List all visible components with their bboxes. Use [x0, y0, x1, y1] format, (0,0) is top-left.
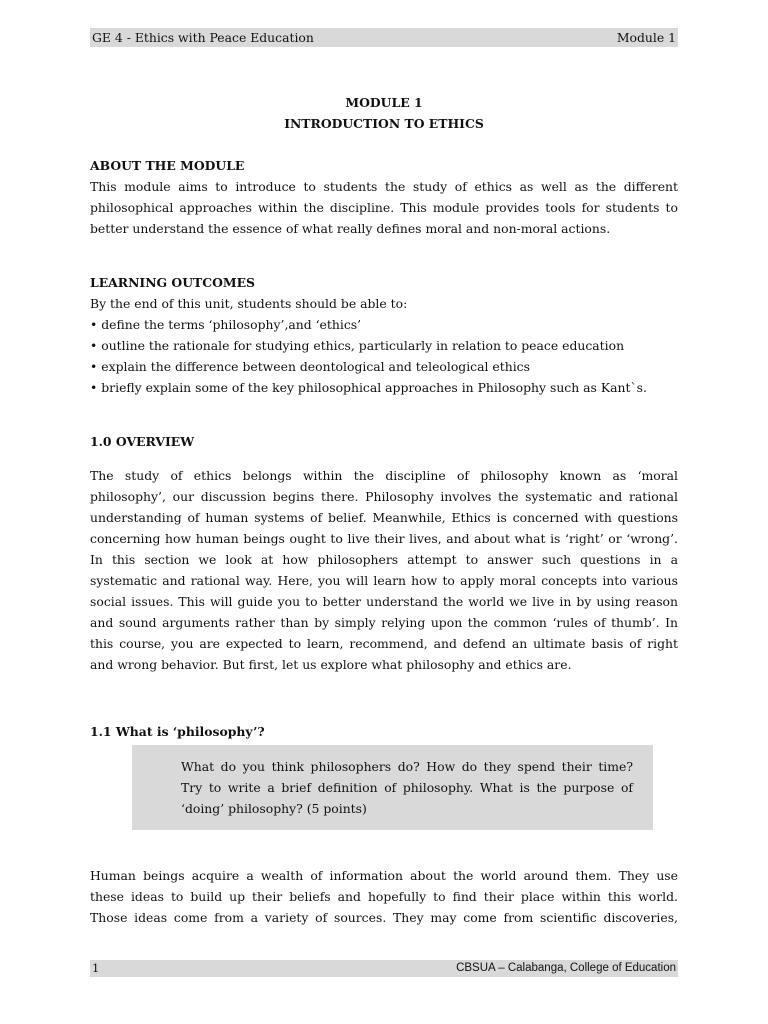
activity-line: ‘doing’ philosophy? (5 points): [181, 801, 367, 816]
about-heading: ABOUT THE MODULE: [90, 158, 245, 173]
institution-label: CBSUA – Calabanga, College of Education: [456, 962, 676, 974]
overview-line: systematic and rational way. Here, you will learn how to apply moral concepts into various: [90, 573, 678, 588]
overview-line: understanding of human systems of belief. Meanwhile, Ethics is concerned with questions: [90, 510, 678, 525]
page-footer: [90, 960, 678, 977]
body-paragraph: [90, 865, 678, 928]
about-line: better understand the essence of what really defines moral and non-moral actions.: [90, 221, 611, 236]
overview-line: The study of ethics belongs within the discipline of philosophy known as ‘moral: [90, 468, 678, 483]
overview-line: social issues. This will guide you to better understand the world we live in by using reason: [90, 594, 678, 609]
section-heading: 1.1 What is ‘philosophy’?: [90, 724, 265, 739]
overview-line: this course, you are expected to learn, recommend, and defend an ultimate basis of right: [90, 636, 678, 651]
page-header: [90, 28, 678, 47]
about-paragraph: [90, 176, 678, 239]
list-item: • outline the rationale for studying ethics, particularly in relation to peace education: [90, 338, 625, 353]
outcomes-list: [90, 314, 678, 398]
body-line: Human beings acquire a wealth of information about the world around them. They use: [90, 868, 678, 883]
outcomes-heading: LEARNING OUTCOMES: [90, 275, 255, 290]
activity-line: Try to write a brief definition of philosophy. What is the purpose of: [181, 780, 633, 795]
activity-box: [132, 745, 653, 830]
overview-line: and wrong behavior. But first, let us explore what philosophy and ethics are.: [90, 657, 572, 672]
list-item: • briefly explain some of the key philosophical approaches in Philosophy such as Kant`s.: [90, 380, 647, 395]
about-line: philosophical approaches within the discipline. This module provides tools for students to: [90, 200, 678, 215]
overview-line: In this section we look at how philosophers attempt to answer such questions in a: [90, 552, 678, 567]
about-line: This module aims to introduce to students the study of ethics as well as the different: [90, 179, 678, 194]
outcomes-intro: By the end of this unit, students should be able to:: [90, 296, 408, 311]
course-title: GE 4 - Ethics with Peace Education: [92, 30, 314, 45]
overview-heading: 1.0 OVERVIEW: [90, 434, 195, 449]
body-line: these ideas to build up their beliefs and hopefully to find their place within this world.: [90, 889, 678, 904]
activity-line: What do you think philosophers do? How do they spend their time?: [181, 759, 633, 774]
overview-line: philosophy’, our discussion begins there. Philosophy involves the systematic and rational: [90, 489, 678, 504]
overview-line: and sound arguments rather than by simply relying upon the common ‘rules of thumb’. In: [90, 615, 678, 630]
overview-line: concerning how human beings ought to live their lives, and about what is ‘right’ or ‘wrong’.: [90, 531, 678, 546]
overview-paragraph: [90, 465, 678, 675]
body-line: Those ideas come from a variety of sources. They may come from scientific discoveries,: [90, 910, 678, 925]
page-number: 1: [92, 961, 100, 975]
module-number: MODULE 1: [345, 95, 423, 110]
module-title: INTRODUCTION TO ETHICS: [284, 116, 484, 131]
list-item: • explain the difference between deontological and teleological ethics: [90, 359, 530, 374]
list-item: • define the terms ‘philosophy’,and ‘ethics’: [90, 317, 362, 332]
module-label: Module 1: [616, 30, 676, 45]
